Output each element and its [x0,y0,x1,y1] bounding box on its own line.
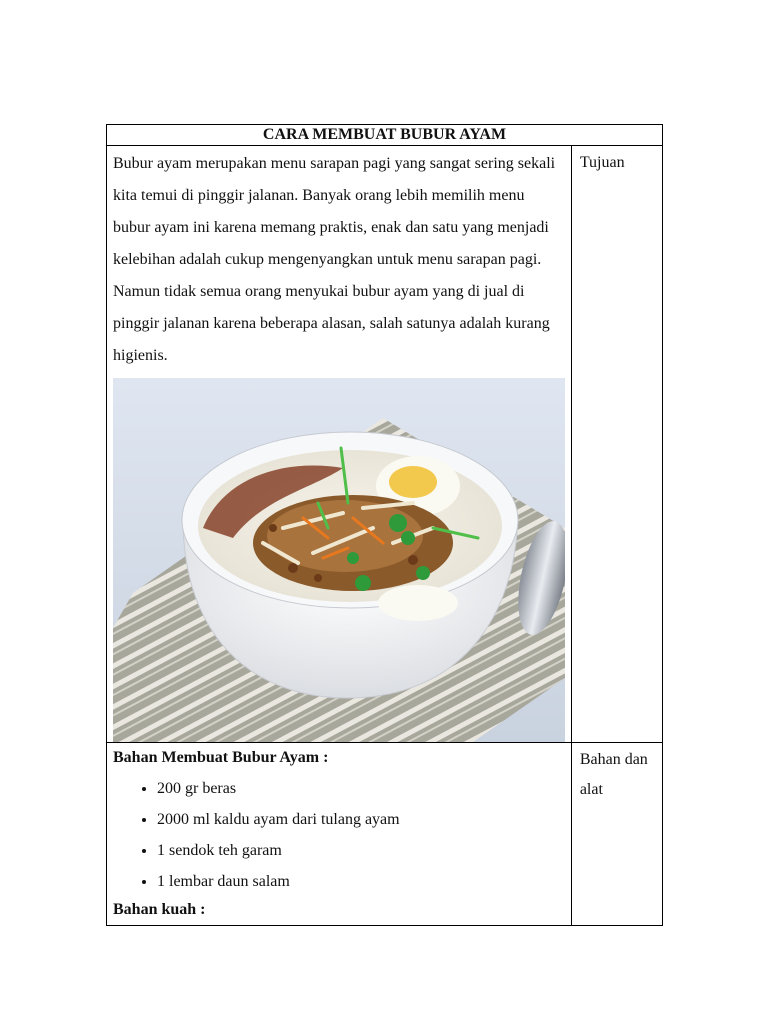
side-label-tujuan: Tujuan [579,154,625,171]
list-item: • 1 lembar daun salam [157,866,571,897]
ingredients-heading: Bahan Membuat Bubur Ayam : [113,749,329,766]
ingredients-list [107,773,571,897]
side-cell-tujuan [571,146,662,743]
bubur-ayam-photo [113,378,565,742]
broth-heading: Bahan kuah : [113,901,206,918]
photo-container [107,372,571,742]
list-item: • 200 gr beras [157,773,571,804]
side-cell-bahan [571,743,662,926]
side-label-bahan-dan-alat: Bahan dan alat [579,751,648,798]
document-title: CARA MEMBUAT BUBUR AYAM [107,125,663,146]
recipe-table [106,124,663,926]
list-item: • 1 sendok teh garam [157,835,571,866]
list-item: • 2000 ml kaldu ayam dari tulang ayam [157,804,571,835]
ingredients-cell [107,743,572,926]
intro-cell [107,146,572,743]
intro-paragraph: Bubur ayam merupakan menu sarapan pagi yang sangat sering sekali kita temui di pinggir jalanan. Banyak orang lebih memilih menu bubur ayam ini karena memang praktis, enak dan satu yang menjadi kelebihan adalah cukup mengenyangkan untuk menu sarapan pagi. Namun tidak semua orang menyukai bubur ayam yang di jual di pinggir jalanan karena beberapa alasan, salah satunya adalah kurang higienis. [113,155,556,364]
